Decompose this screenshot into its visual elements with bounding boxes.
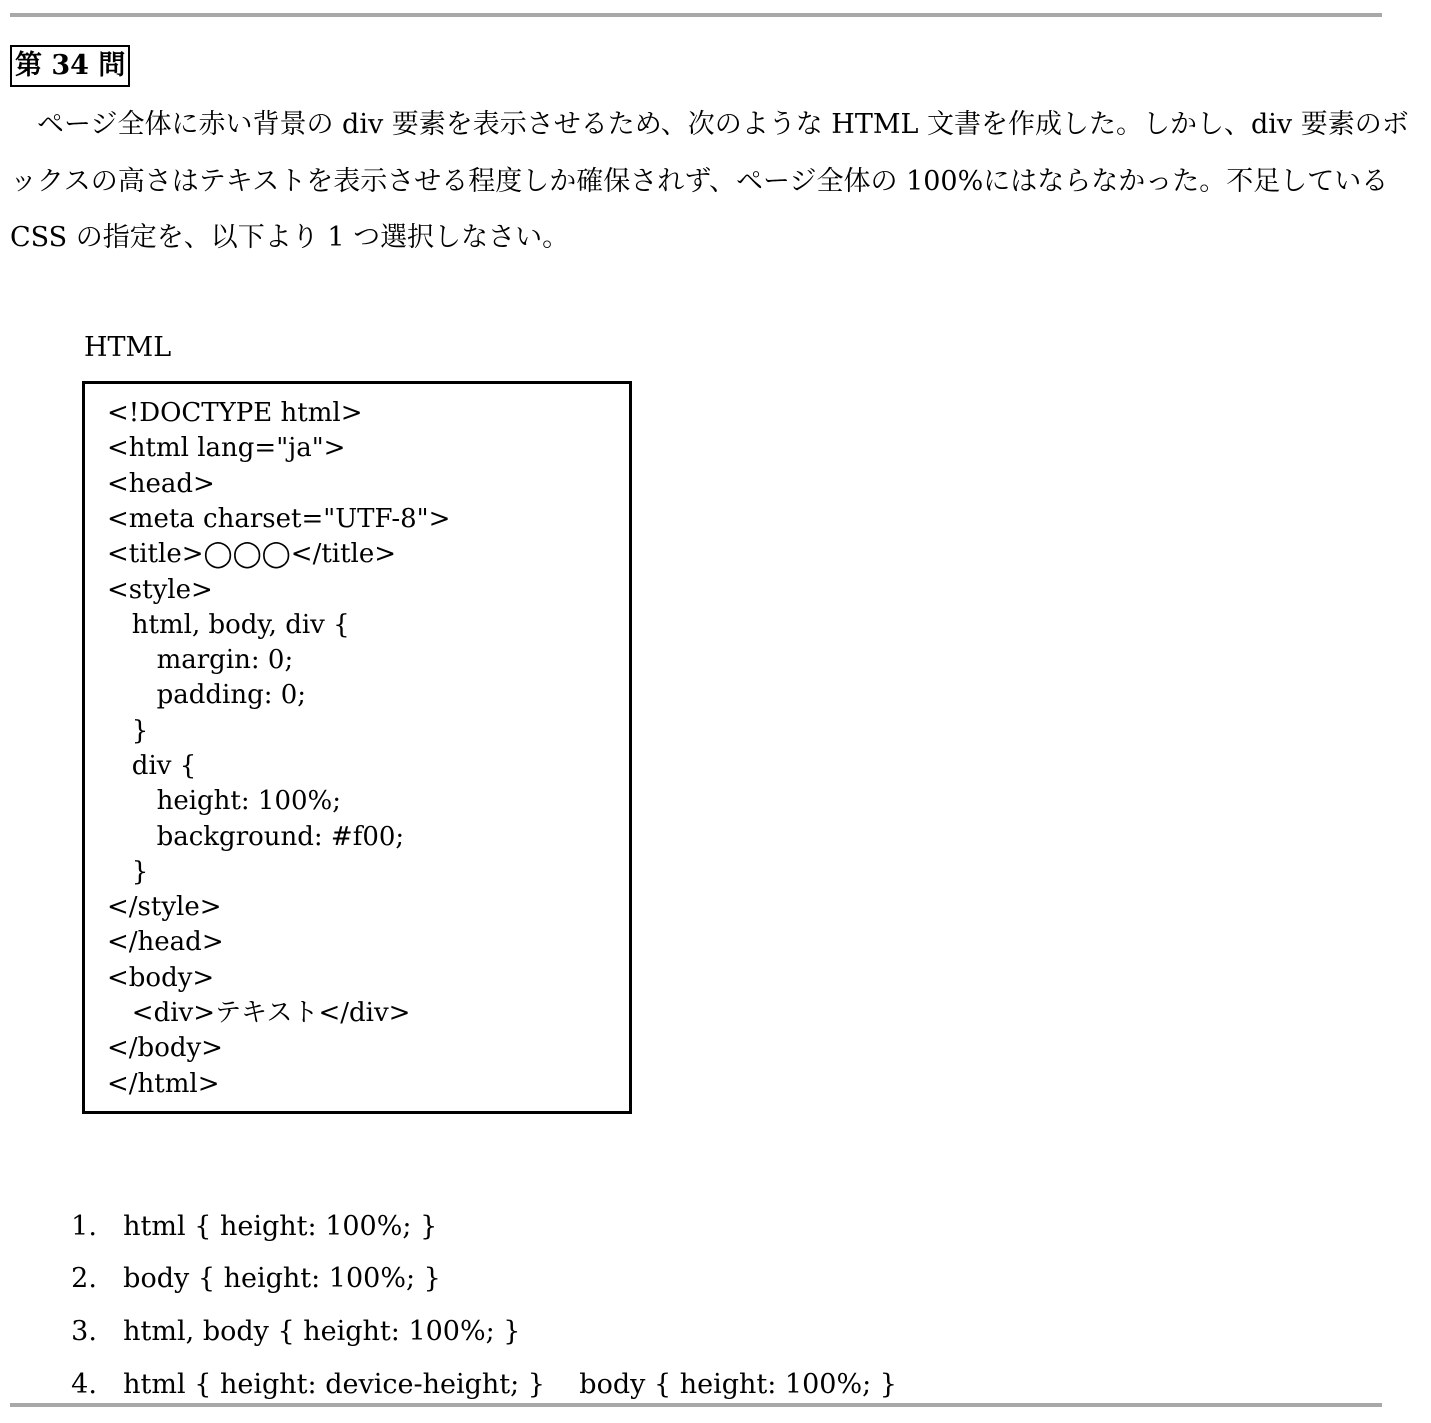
code-line: <style>	[107, 575, 213, 605]
code-label: HTML	[84, 332, 172, 363]
question-text-line-3: CSS の指定を、以下より 1 つ選択しなさい。	[10, 222, 570, 253]
choice-number: 1.	[71, 1211, 97, 1242]
choice-number: 4.	[71, 1369, 97, 1400]
code-line: background: #f00;	[107, 822, 405, 852]
code-line: <title>◯◯◯</title>	[107, 539, 397, 569]
code-line: <!DOCTYPE html>	[107, 398, 363, 428]
code-block	[82, 381, 632, 1114]
question-number: 第 34 問	[10, 45, 130, 87]
code-line: div {	[107, 751, 197, 781]
choice-number: 2.	[71, 1263, 97, 1294]
code-line: <meta charset="UTF-8">	[107, 504, 451, 534]
code-line: height: 100%;	[107, 786, 341, 816]
code-line: }	[107, 716, 149, 746]
code-line: </html>	[107, 1069, 220, 1099]
code-line: padding: 0;	[107, 680, 307, 710]
choice-text: html, body { height: 100%; }	[123, 1316, 521, 1347]
code-line: }	[107, 857, 149, 887]
code-line: <html lang="ja">	[107, 433, 346, 463]
code-line: </head>	[107, 927, 224, 957]
code-line: </style>	[107, 892, 222, 922]
code-line: <body>	[107, 963, 215, 993]
question-text-line-2: ックスの高さはテキストを表示させる程度しか確保されず、ページ全体の 100%にはならなかった。不足している	[10, 166, 1389, 197]
code-line: </body>	[107, 1033, 223, 1063]
choice-4[interactable]	[54, 1328, 897, 1404]
choice-text: html { height: device-height; } body { height: 100%; }	[123, 1369, 897, 1400]
choice-number: 3.	[71, 1316, 97, 1347]
code-line: html, body, div {	[107, 610, 350, 640]
question-text-line-1: ページ全体に赤い背景の div 要素を表示させるため、次のような HTML 文書を作成した。しかし、div 要素のボ	[37, 109, 1409, 140]
code-line: <div>テキスト</div>	[107, 998, 411, 1028]
top-divider	[10, 13, 1382, 17]
code-line: margin: 0;	[107, 645, 294, 675]
choice-text: body { height: 100%; }	[123, 1263, 441, 1294]
code-line: <head>	[107, 469, 215, 499]
choice-text: html { height: 100%; }	[123, 1211, 438, 1242]
bottom-divider	[10, 1403, 1382, 1407]
